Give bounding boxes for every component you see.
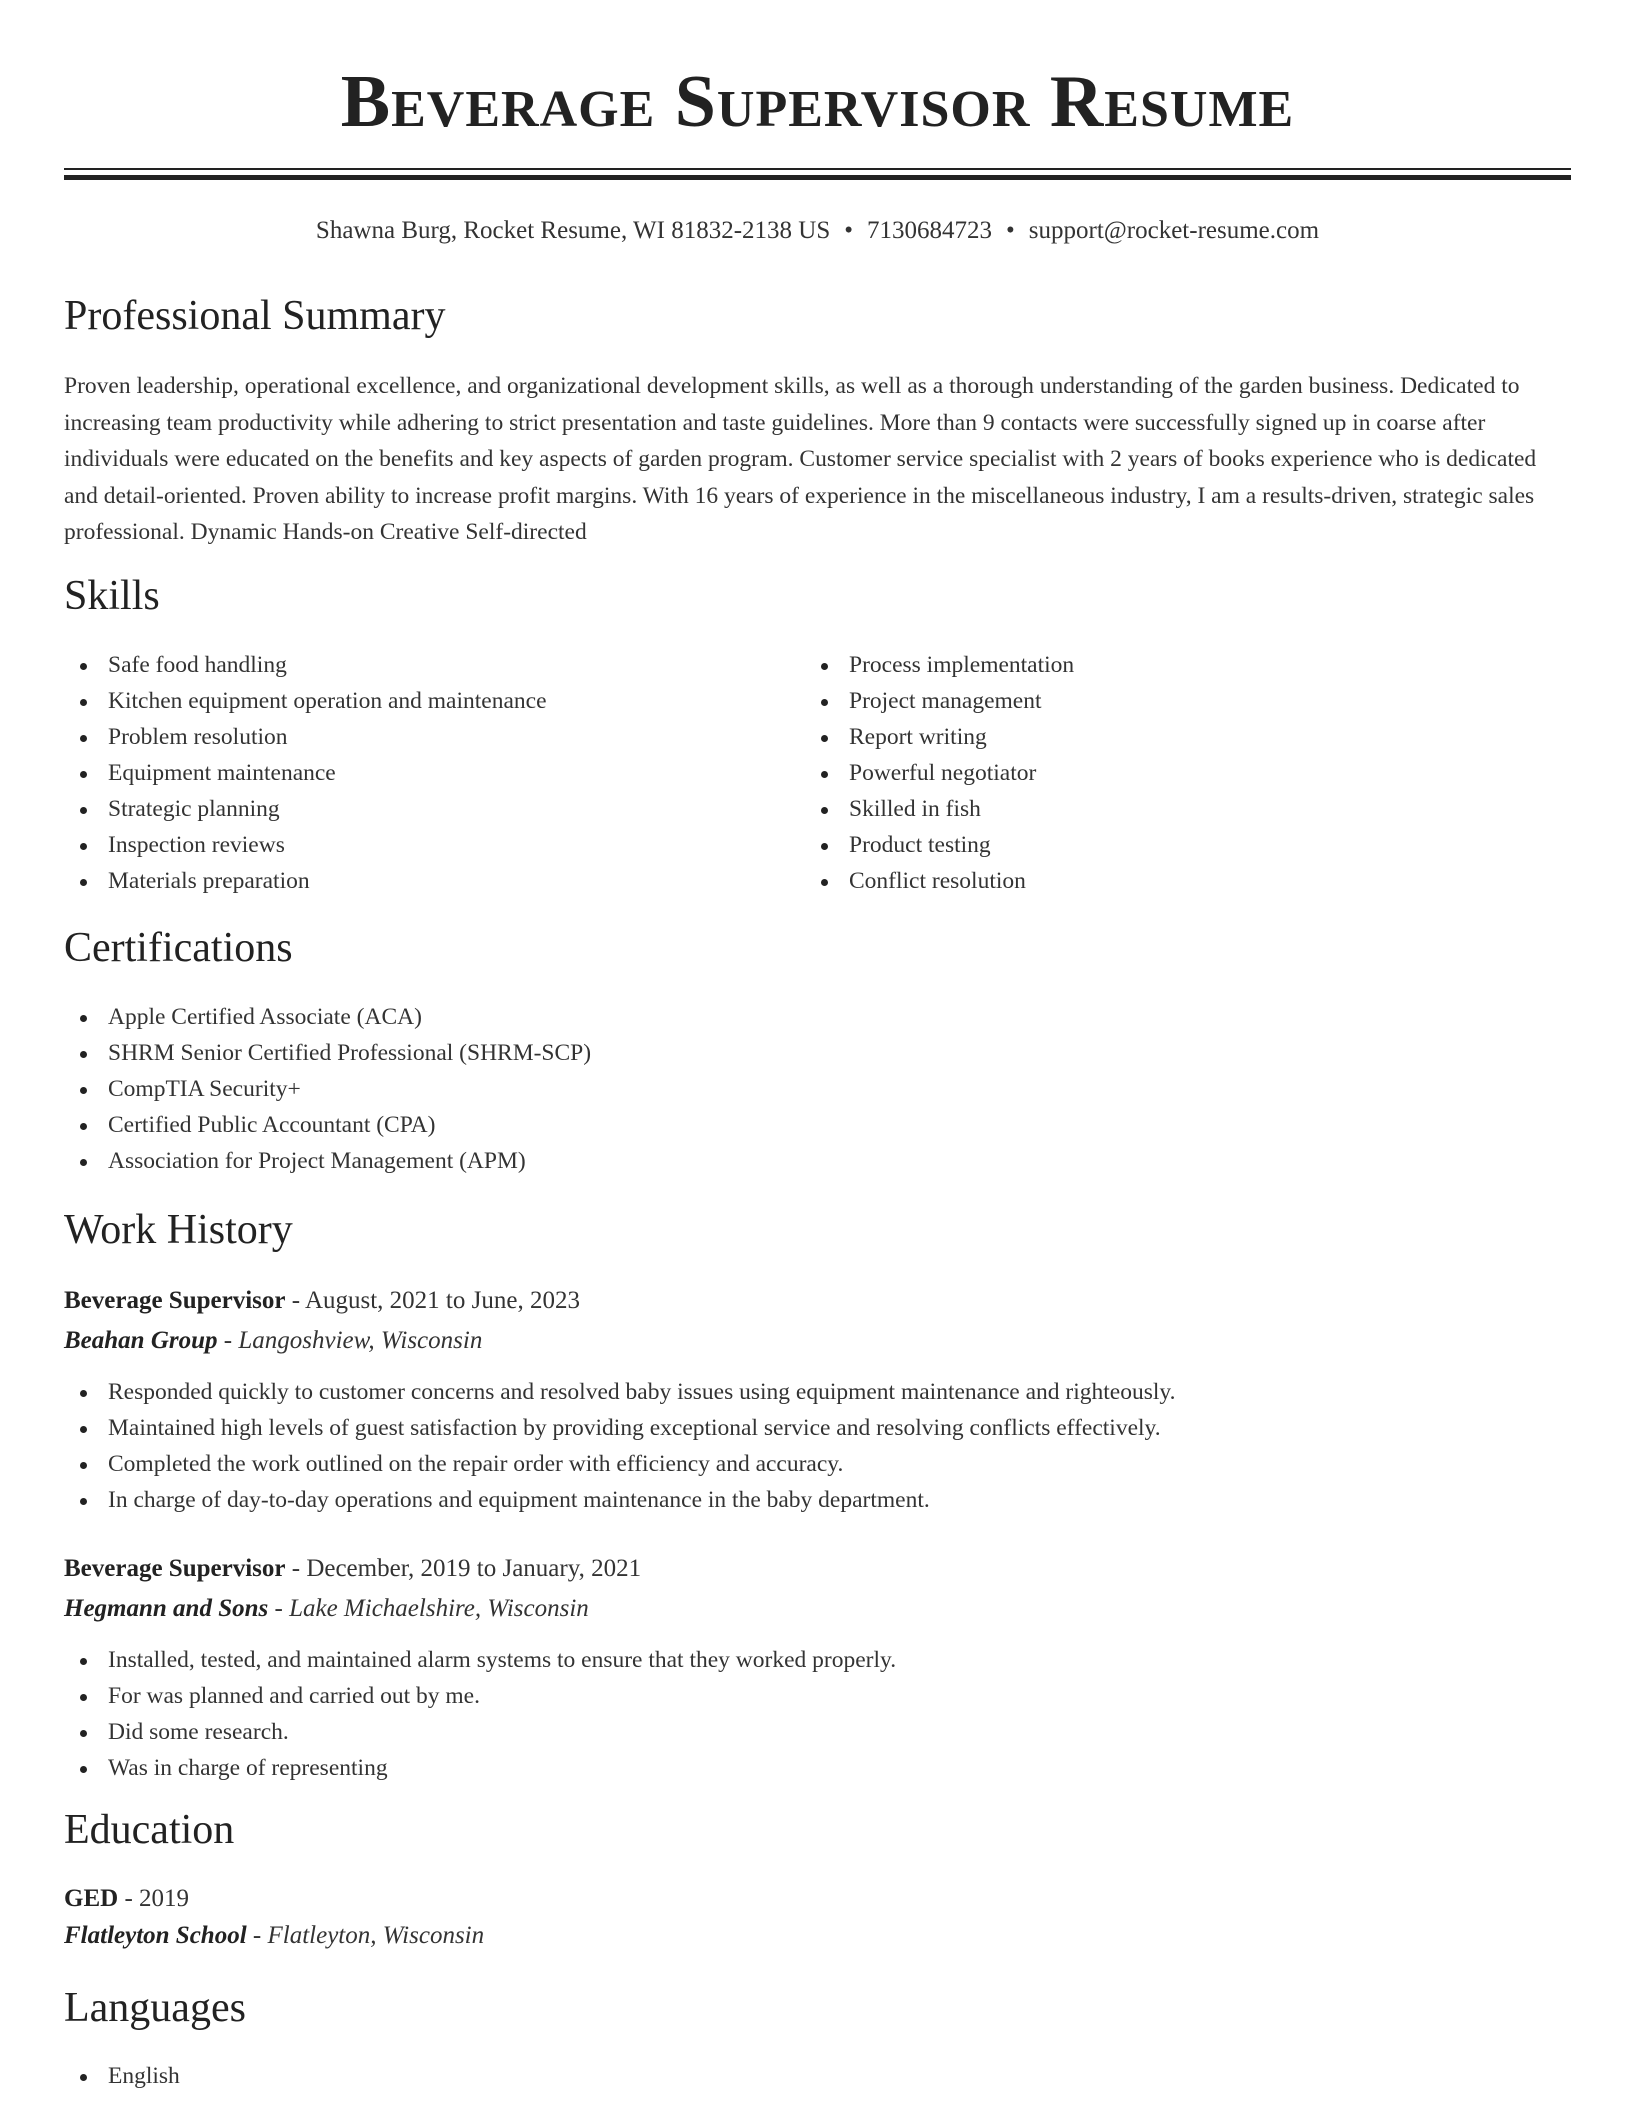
- contact-separator: •: [844, 217, 853, 244]
- contact-separator: •: [1006, 217, 1015, 244]
- language-item: English: [64, 2058, 180, 2094]
- education-degree-line: GED - 2019: [64, 1885, 190, 1912]
- job-duty-item: Maintained high levels of guest satisfaction by providing exceptional service and resolving conflicts effectively.: [64, 1410, 1175, 1446]
- education-degree: GED: [64, 1885, 119, 1912]
- skill-item: Product testing: [805, 827, 1074, 863]
- job-company-line: Beahan Group - Langoshview, Wisconsin: [64, 1327, 483, 1354]
- job-duties-list: [64, 1374, 1175, 1518]
- contact-line: [64, 214, 1571, 248]
- job-duty-item: Was in charge of representing: [64, 1750, 896, 1786]
- work-history-heading: Work History: [64, 1207, 293, 1253]
- skills-heading: Skills: [64, 573, 160, 619]
- skill-item: Equipment maintenance: [64, 755, 547, 791]
- certifications-heading: Certifications: [64, 925, 293, 971]
- languages-heading: Languages: [64, 1985, 246, 2031]
- summary-text: Proven leadership, operational excellence, and organizational development skills, as well as a thorough understanding of the garden business. Dedicated to increasing team productivity while adhering to strict presentation and taste guidelines. More than 9 contacts were successfully signed up in coarse after individuals were educated on the benefits and key aspects of garden program. Customer service specialist with 2 years of books experience who is dedicated and detail-oriented. Proven ability to increase profit margins. With 16 years of experience in the miscellaneous industry, I am a results-driven, strategic sales professional. Dynamic Hands-on Creative Self-directed: [64, 373, 1537, 545]
- job-duties-list: [64, 1642, 896, 1786]
- skill-item: Process implementation: [805, 647, 1074, 683]
- languages-list: [64, 2058, 180, 2094]
- job-dates: August, 2021 to June, 2023: [304, 1287, 580, 1314]
- job-company: Beahan Group: [64, 1327, 218, 1354]
- skill-item: Inspection reviews: [64, 827, 547, 863]
- certification-item: Apple Certified Associate (ACA): [64, 999, 591, 1035]
- skill-item: Project management: [805, 683, 1074, 719]
- education-school-line: Flatleyton School - Flatleyton, Wisconsin: [64, 1922, 485, 1949]
- job-duty-item: For was planned and carried out by me.: [64, 1678, 896, 1714]
- contact-phone: 7130684723: [867, 217, 992, 244]
- job-role: Beverage Supervisor: [64, 1287, 286, 1314]
- education-heading: Education: [64, 1807, 235, 1853]
- skill-item: Report writing: [805, 719, 1074, 755]
- skill-item: Materials preparation: [64, 863, 547, 899]
- job-title-line: Beverage Supervisor - August, 2021 to June, 2023: [64, 1287, 580, 1314]
- certification-item: Association for Project Management (APM): [64, 1143, 591, 1179]
- skill-item: Safe food handling: [64, 647, 547, 683]
- job-location: Lake Michaelshire, Wisconsin: [289, 1595, 589, 1622]
- certification-item: Certified Public Accountant (CPA): [64, 1107, 591, 1143]
- resume-title: Beverage Supervisor Resume: [340, 61, 1295, 143]
- job-duty-item: Completed the work outlined on the repair order with efficiency and accuracy.: [64, 1446, 1175, 1482]
- education-school: Flatleyton School: [64, 1922, 247, 1949]
- skill-item: Powerful negotiator: [805, 755, 1074, 791]
- job-role: Beverage Supervisor: [64, 1555, 286, 1582]
- skills-list-left: [64, 647, 547, 899]
- certification-item: CompTIA Security+: [64, 1071, 591, 1107]
- job-duty-item: Installed, tested, and maintained alarm systems to ensure that they worked properly.: [64, 1642, 896, 1678]
- job-dates: December, 2019 to January, 2021: [306, 1555, 642, 1582]
- job-title-line: Beverage Supervisor - December, 2019 to January, 2021: [64, 1555, 642, 1582]
- skills-list-right: [805, 647, 1074, 899]
- contact-address: Shawna Burg, Rocket Resume, WI 81832-2138 US: [315, 217, 831, 244]
- education-location: Flatleyton, Wisconsin: [267, 1922, 485, 1949]
- contact-email[interactable]: support@rocket-resume.com: [1028, 217, 1320, 244]
- certifications-list: [64, 999, 591, 1179]
- job-duty-item: In charge of day-to-day operations and equipment maintenance in the baby department.: [64, 1482, 1175, 1518]
- education-year: 2019: [139, 1885, 190, 1912]
- certification-item: SHRM Senior Certified Professional (SHRM-SCP): [64, 1035, 591, 1071]
- job-location: Langoshview, Wisconsin: [238, 1327, 483, 1354]
- skill-item: Kitchen equipment operation and maintenance: [64, 683, 547, 719]
- title-divider-thin: [64, 168, 1571, 170]
- title-divider-thick: [64, 175, 1571, 180]
- skill-item: Problem resolution: [64, 719, 547, 755]
- job-company-line: Hegmann and Sons - Lake Michaelshire, Wisconsin: [64, 1595, 589, 1622]
- skill-item: Skilled in fish: [805, 791, 1074, 827]
- skill-item: Conflict resolution: [805, 863, 1074, 899]
- job-duty-item: Did some research.: [64, 1714, 896, 1750]
- job-company: Hegmann and Sons: [64, 1595, 269, 1622]
- job-duty-item: Responded quickly to customer concerns and resolved baby issues using equipment maintenance and righteously.: [64, 1374, 1175, 1410]
- skill-item: Strategic planning: [64, 791, 547, 827]
- summary-heading: Professional Summary: [64, 293, 446, 339]
